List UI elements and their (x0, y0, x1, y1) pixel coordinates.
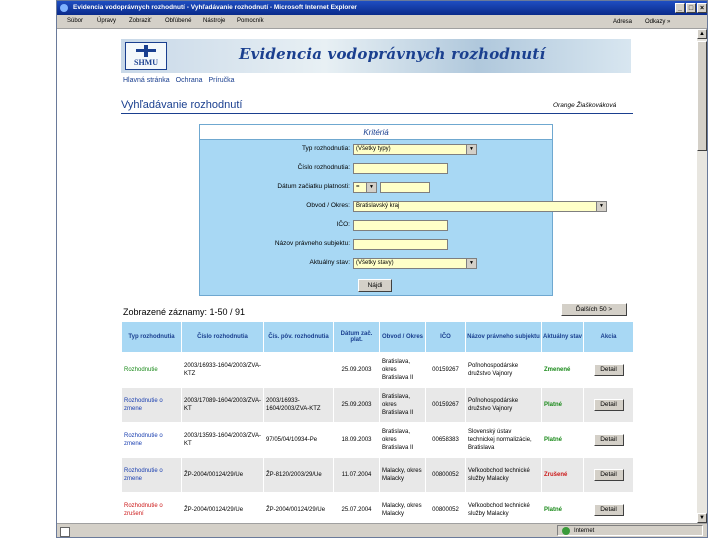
title-bar (57, 1, 707, 15)
cell-subject: Poľnohospodárske družstvo Vajnory (466, 388, 542, 423)
cell-ico: 00800052 (426, 493, 466, 524)
find-button[interactable]: Nájdi (358, 279, 392, 292)
chevron-down-icon[interactable]: ▼ (466, 145, 476, 154)
col-header-state[interactable]: Aktuálny stav (542, 322, 584, 353)
maximize-button[interactable]: □ (686, 3, 696, 13)
cell-orig-number: 97/05/04/10934-Pe (264, 423, 334, 458)
type-select[interactable] (353, 144, 477, 155)
cell-orig-number: ŽP-2004/00124/29/Ue (264, 493, 334, 524)
results-count: Zobrazené záznamy: 1-50 / 91 (123, 307, 246, 317)
number-label: Číslo rozhodnutia: (297, 164, 350, 171)
chevron-down-icon[interactable]: ▼ (366, 183, 376, 192)
chevron-down-icon[interactable]: ▼ (466, 259, 476, 268)
cell-number: ŽP-2004/00124/29/Ue (182, 458, 264, 493)
date-operator-value: = (356, 184, 360, 190)
cell-type: Rozhodnutie o zrušení (122, 493, 182, 524)
table-row (122, 493, 634, 524)
cell-type: Rozhodnutie o zmene (122, 423, 182, 458)
cell-orig-number: ŽP-8120/2003/29/Ue (264, 458, 334, 493)
table-header-row (122, 322, 634, 353)
cell-ico: 00159267 (426, 388, 466, 423)
state-select-value: (Všetky stavy) (356, 260, 394, 266)
vertical-scrollbar[interactable] (697, 29, 707, 523)
detail-button[interactable]: Detail (594, 399, 624, 411)
cell-number: 2003/13593-1604/2003/ZVA-KT (182, 423, 264, 458)
menu-edit[interactable]: Úpravy (97, 18, 117, 24)
next-50-button[interactable]: Ďalších 50 > (561, 303, 627, 316)
detail-button[interactable]: Detail (594, 434, 624, 446)
page-done-icon (60, 527, 70, 537)
col-header-number[interactable]: Číslo rozhodnutia (182, 322, 264, 353)
user-name: Orange Žiaškováková (553, 102, 617, 109)
cell-orig-number: 2003/16933-1604/2003/ZVA-KTZ (264, 388, 334, 423)
links-label[interactable]: Odkazy » (645, 19, 671, 25)
table-row (122, 423, 634, 458)
ico-label: IČO: (336, 221, 350, 228)
date-operator-select[interactable] (353, 182, 377, 193)
menu-file[interactable]: Súbor (67, 18, 84, 24)
detail-button[interactable]: Detail (594, 504, 624, 516)
nav-manual-link[interactable]: Príručka (208, 77, 235, 84)
subject-input[interactable] (353, 239, 448, 250)
date-label: Dátum začiatku platnosti: (277, 183, 350, 190)
cell-ico: 00658383 (426, 423, 466, 458)
cell-ico: 00159267 (426, 353, 466, 388)
cell-number: ŽP-2004/00124/29/Ue (182, 493, 264, 524)
criteria-panel (199, 124, 604, 296)
cell-state: Zmenené (542, 353, 584, 388)
detail-button[interactable]: Detail (594, 469, 624, 481)
cell-number: 2003/17089-1604/2003/ZVA-KT (182, 388, 264, 423)
cell-action (584, 493, 634, 524)
logo-bar-icon (136, 49, 156, 52)
menu-help[interactable]: Pomocník (237, 18, 264, 24)
district-select-value: Bratislavský kraj (356, 203, 400, 209)
scroll-thumb[interactable] (697, 41, 707, 151)
chevron-down-icon[interactable]: ▼ (596, 202, 606, 211)
cell-type: Rozhodnutie o zmene (122, 458, 182, 493)
status-bar (57, 523, 707, 538)
number-input[interactable] (353, 163, 448, 174)
cell-type: Rozhodnutie o zmene (122, 388, 182, 423)
cell-orig-number (264, 353, 334, 388)
cell-ico: 00800052 (426, 458, 466, 493)
date-input[interactable] (380, 182, 430, 193)
close-button[interactable]: × (697, 3, 707, 13)
scroll-down-icon[interactable]: ▼ (697, 513, 707, 523)
window-title: Evidencia vodoprávnych rozhodnutí - Vyhľadávanie rozhodnutí - Microsoft Internet Explorer (73, 4, 357, 11)
nav-home-link[interactable]: Hlavná stránka (123, 77, 170, 84)
col-header-district[interactable]: Obvod / Okres (380, 322, 426, 353)
shmu-logo (125, 42, 167, 70)
col-header-action: Akcia (584, 322, 634, 353)
cell-action (584, 353, 634, 388)
col-header-orig-number[interactable]: Čís. pôv. rozhodnutia (264, 322, 334, 353)
ie-logo-icon (60, 4, 68, 12)
criteria-title: Kritériá (200, 125, 552, 140)
table-row (122, 388, 634, 423)
col-header-date[interactable]: Dátum zač. plat. (334, 322, 380, 353)
district-select[interactable] (353, 201, 607, 212)
cell-district: Bratislava, okres Bratislava II (380, 353, 426, 388)
results-table (121, 321, 634, 523)
cell-state: Platné (542, 423, 584, 458)
security-zone (557, 525, 703, 536)
cell-subject: Poľnohospodárske družstvo Vajnory (466, 353, 542, 388)
menu-tools[interactable]: Nástroje (203, 18, 226, 24)
cell-date: 18.09.2003 (334, 423, 380, 458)
minimize-button[interactable]: _ (675, 3, 685, 13)
cell-subject: Slovenský ústav technickej normalizácie, Bratislava (466, 423, 542, 458)
cell-date: 25.09.2003 (334, 388, 380, 423)
subject-label: Názov právneho subjektu: (274, 240, 350, 247)
table-row (122, 353, 634, 388)
cell-action (584, 388, 634, 423)
ico-input[interactable] (353, 220, 448, 231)
cell-date: 11.07.2004 (334, 458, 380, 493)
nav-protection-link[interactable]: Ochrana (175, 77, 203, 84)
col-header-type[interactable]: Typ rozhodnutia (122, 322, 182, 353)
menu-bar (57, 15, 707, 29)
state-label: Aktuálny stav: (309, 259, 350, 266)
site-banner (121, 39, 631, 73)
cell-number: 2003/16933-1604/2003/ZVA-KTZ (182, 353, 264, 388)
cell-state: Platné (542, 493, 584, 524)
logo-text: SHMU (134, 58, 158, 67)
menu-favorites[interactable]: Obľúbené (165, 18, 192, 24)
address-label[interactable]: Adresa (613, 19, 633, 25)
table-row (122, 458, 634, 493)
zone-label: Internet (574, 528, 595, 534)
cell-subject: Veľkoobchod technické služby Malacky (466, 458, 542, 493)
site-title: Evidencia vodoprávnych rozhodnutí (239, 45, 546, 63)
browser-window (56, 0, 708, 538)
page-viewport (57, 29, 697, 523)
col-header-subject[interactable]: Názov právneho subjektu (466, 322, 542, 353)
cell-subject: Veľkoobchod technické služby Malacky (466, 493, 542, 524)
type-label: Typ rozhodnutia: (301, 145, 350, 152)
cell-district: Malacky, okres Malacky (380, 493, 426, 524)
scroll-up-icon[interactable]: ▲ (697, 29, 707, 39)
cell-date: 25.09.2003 (334, 353, 380, 388)
cell-state: Platné (542, 388, 584, 423)
results-table-body (122, 353, 634, 524)
cell-action (584, 423, 634, 458)
heading-divider (121, 113, 633, 114)
globe-icon (562, 527, 570, 535)
type-select-value: (Všetky typy) (356, 146, 391, 152)
state-select[interactable] (353, 258, 477, 269)
cell-action (584, 458, 634, 493)
top-nav (123, 77, 239, 84)
cell-type: Rozhodnutie (122, 353, 182, 388)
cell-state: Zrušené (542, 458, 584, 493)
page-title: Vyhľadávanie rozhodnutí (121, 99, 243, 111)
col-header-ico[interactable]: IČO (426, 322, 466, 353)
cell-district: Malacky, okres Malacky (380, 458, 426, 493)
detail-button[interactable]: Detail (594, 364, 624, 376)
menu-view[interactable]: Zobraziť (129, 18, 152, 24)
cell-district: Bratislava, okres Bratislava II (380, 423, 426, 458)
cell-district: Bratislava, okres Bratislava II (380, 388, 426, 423)
district-label: Obvod / Okres: (306, 202, 350, 209)
cell-date: 25.07.2004 (334, 493, 380, 524)
